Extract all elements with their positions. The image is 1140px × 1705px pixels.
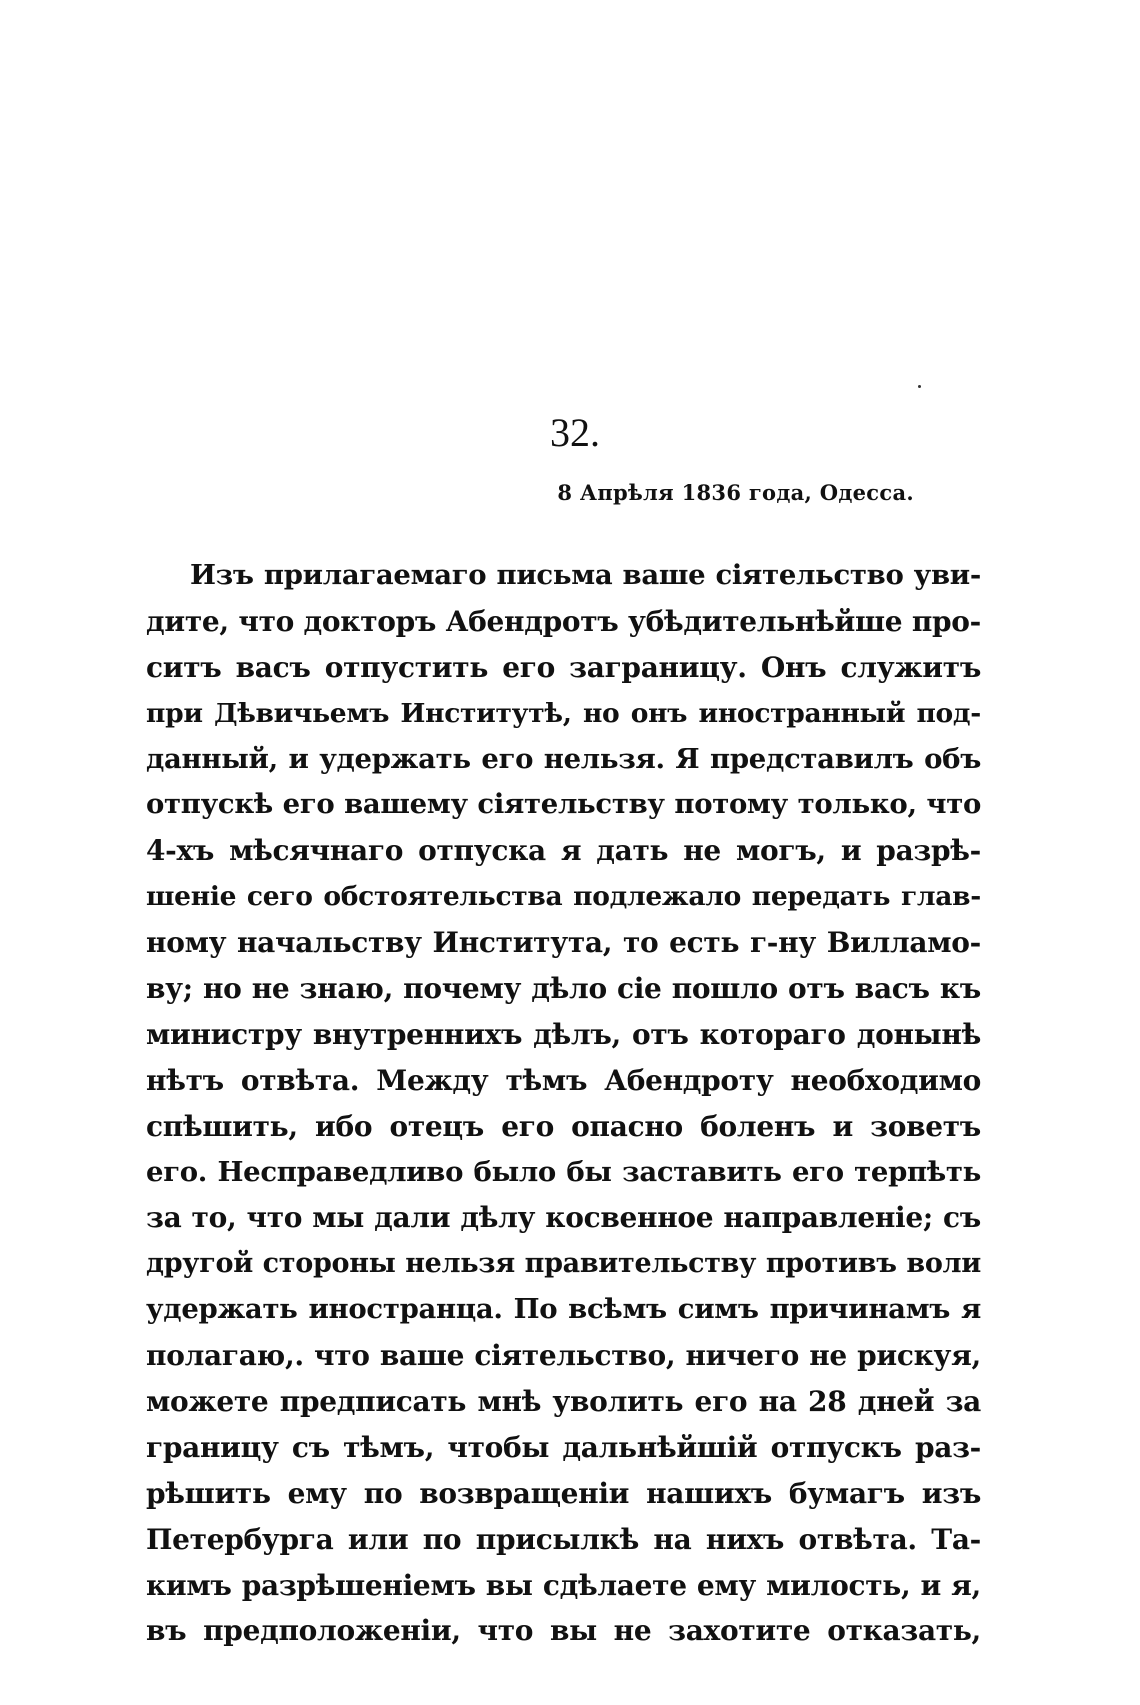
text-line: полагаю,. что ваше сіятельство, ничего не рискуя, xyxy=(146,1339,981,1373)
letter-number: 32. xyxy=(550,410,600,455)
dateline: 8 Апрѣля 1836 года, Одесса. xyxy=(557,480,914,505)
text-line: въ предположеніи, что вы не захотите отказать, xyxy=(146,1614,981,1648)
text-line: другой стороны нельзя правительству противъ воли xyxy=(146,1248,981,1280)
text-line: спѣшить, ибо отецъ его опасно боленъ и зоветъ xyxy=(146,1109,981,1143)
text-line: Петербурга или по присылкѣ на нихъ отвѣта. Та- xyxy=(146,1522,981,1556)
text-line: за то, что мы дали дѣлу косвенное направленіе; съ xyxy=(146,1201,981,1235)
text-line: 4-хъ мѣсячнаго отпуска я дать не могъ, и разрѣ- xyxy=(146,834,981,868)
text-line: дите, что докторъ Абендротъ убѣдительнѣйше про- xyxy=(146,604,981,638)
text-line: шеніе сего обстоятельства подлежало передать глав- xyxy=(146,881,981,913)
text-line: данный, и удержать его нельзя. Я представилъ объ xyxy=(146,742,981,775)
text-line: рѣшить ему по возвращеніи нашихъ бумагъ изъ xyxy=(146,1476,981,1510)
text-line: его. Несправедливо было бы заставить его терпѣть xyxy=(146,1155,981,1188)
text-line: отпускѣ его вашему сіятельству потому только, что xyxy=(146,788,981,821)
print-speck xyxy=(918,385,921,388)
text-line: ситъ васъ отпустить его заграницу. Онъ служитъ xyxy=(146,650,981,684)
text-line: удержать иностранца. По всѣмъ симъ причинамъ я xyxy=(146,1293,981,1326)
letter-body xyxy=(146,553,981,1654)
text-line: можете предписать мнѣ уволить его на 28 дней за xyxy=(146,1385,981,1419)
text-line: кимъ разрѣшеніемъ вы сдѣлаете ему милость, и я, xyxy=(146,1568,981,1602)
text-line: при Дѣвичьемъ Институтѣ, но онъ иностранный под- xyxy=(146,697,981,729)
text-line: границу съ тѣмъ, чтобы дальнѣйшій отпускъ раз- xyxy=(146,1430,981,1464)
text-line: министру внутреннихъ дѣлъ, отъ котораго донынѣ xyxy=(146,1017,981,1051)
text-line: Изъ прилагаемаго письма ваше сіятельство уви- xyxy=(190,559,981,591)
text-line: ву; но не знаю, почему дѣло сіе пошло отъ васъ къ xyxy=(146,972,981,1006)
text-line: ному начальству Института, то есть г-ну Вилламо- xyxy=(146,926,981,960)
text-line: нѣтъ отвѣта. Между тѣмъ Абендроту необходимо xyxy=(146,1063,981,1097)
